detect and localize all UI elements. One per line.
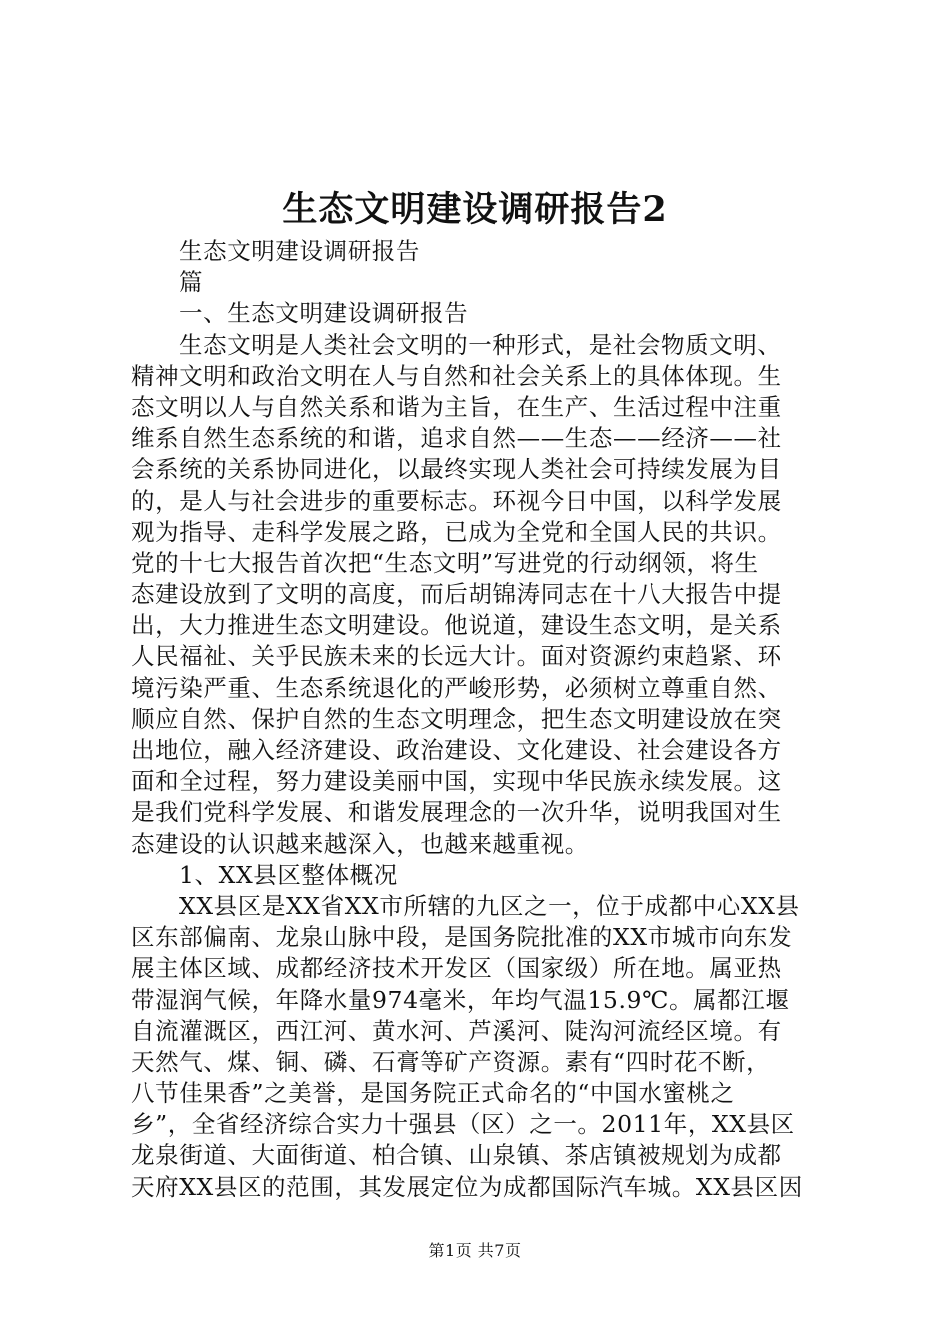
body-line: 1、XX县区整体概况 — [179, 860, 398, 889]
body-line: 展主体区域、成都经济技术开发区（国家级）所在地。属亚热 — [131, 954, 782, 983]
body-line: 出地位，融入经济建设、政治建设、文化建设、社会建设各方 — [131, 736, 782, 764]
body-line: 党的十七大报告首次把“生态文明”写进党的行动纲领，将生 — [131, 548, 759, 577]
body-line: 会系统的关系协同进化，以最终实现人类社会可持续发展为目 — [131, 455, 782, 484]
body-line: 顺应自然、保护自然的生态文明理念，把生态文明建设放在突 — [131, 704, 782, 733]
body-line: XX县区是XX省XX市所辖的九区之一，位于成都中心XX县 — [179, 891, 800, 920]
body-line: 维系自然生态系统的和谐，追求自然——生态——经济——社 — [131, 424, 782, 453]
body-line: 一、生态文明建设调研报告 — [179, 299, 469, 328]
body-line: 观为指导、走科学发展之路，已成为全党和全国人民的共识。 — [131, 517, 782, 546]
body-line: 态建设放到了文明的高度，而后胡锦涛同志在十八大报告中提 — [131, 580, 782, 609]
body-line: 乡”，全省经济综合实力十强县（区）之一。2011年，XX县区 — [131, 1110, 795, 1139]
document-title: 生态文明建设调研报告2 — [282, 189, 668, 230]
document-body — [131, 236, 831, 1203]
body-line: 天府XX县区的范围，其发展定位为成都国际汽车城。XX县区因 — [131, 1172, 803, 1201]
body-line: 龙泉街道、大面街道、柏合镇、山泉镇、茶店镇被规划为成都 — [131, 1141, 782, 1170]
body-line: 态文明以人与自然关系和谐为主旨，在生产、生活过程中注重 — [131, 392, 782, 421]
body-line: 精神文明和政治文明在人与自然和社会关系上的具体体现。生 — [131, 361, 782, 390]
body-line: 态建设的认识越来越深入，也越来越重视。 — [131, 829, 589, 858]
body-line: 天然气、煤、铜、磷、石膏等矿产资源。素有“四时花不断， — [131, 1047, 771, 1076]
body-line: 面和全过程，努力建设美丽中国，实现中华民族永续发展。这 — [131, 767, 782, 796]
body-line: 生态文明是人类社会文明的一种形式，是社会物质文明、 — [179, 330, 782, 359]
body-line: 带湿润气候，年降水量974毫米，年均气温15.9℃。属都江堰 — [131, 985, 790, 1014]
body-line: 是我们党科学发展、和谐发展理念的一次升华，说明我国对生 — [131, 798, 782, 827]
body-line: 境污染严重、生态系统退化的严峻形势，必须树立尊重自然、 — [131, 673, 782, 702]
body-line: 自流灌溉区，西江河、黄水河、芦溪河、陡沟河流经区境。有 — [131, 1016, 782, 1045]
body-line: 区东部偏南、龙泉山脉中段，是国务院批准的XX市城市向东发 — [131, 923, 793, 952]
body-line: 生态文明建设调研报告 — [179, 237, 420, 265]
body-line: 篇 — [179, 268, 204, 297]
page-footer: 第1页 共7页 — [428, 1241, 522, 1260]
body-line: 的，是人与社会进步的重要标志。环视今日中国，以科学发展 — [131, 486, 782, 515]
body-line: 出，大力推进生态文明建设。他说道，建设生态文明，是关系 — [131, 611, 782, 640]
body-line: 八节佳果香”之美誉，是国务院正式命名的“中国水蜜桃之 — [131, 1079, 735, 1108]
body-line: 人民福祉、关乎民族未来的长远大计。面对资源约束趋紧、环 — [131, 642, 782, 671]
